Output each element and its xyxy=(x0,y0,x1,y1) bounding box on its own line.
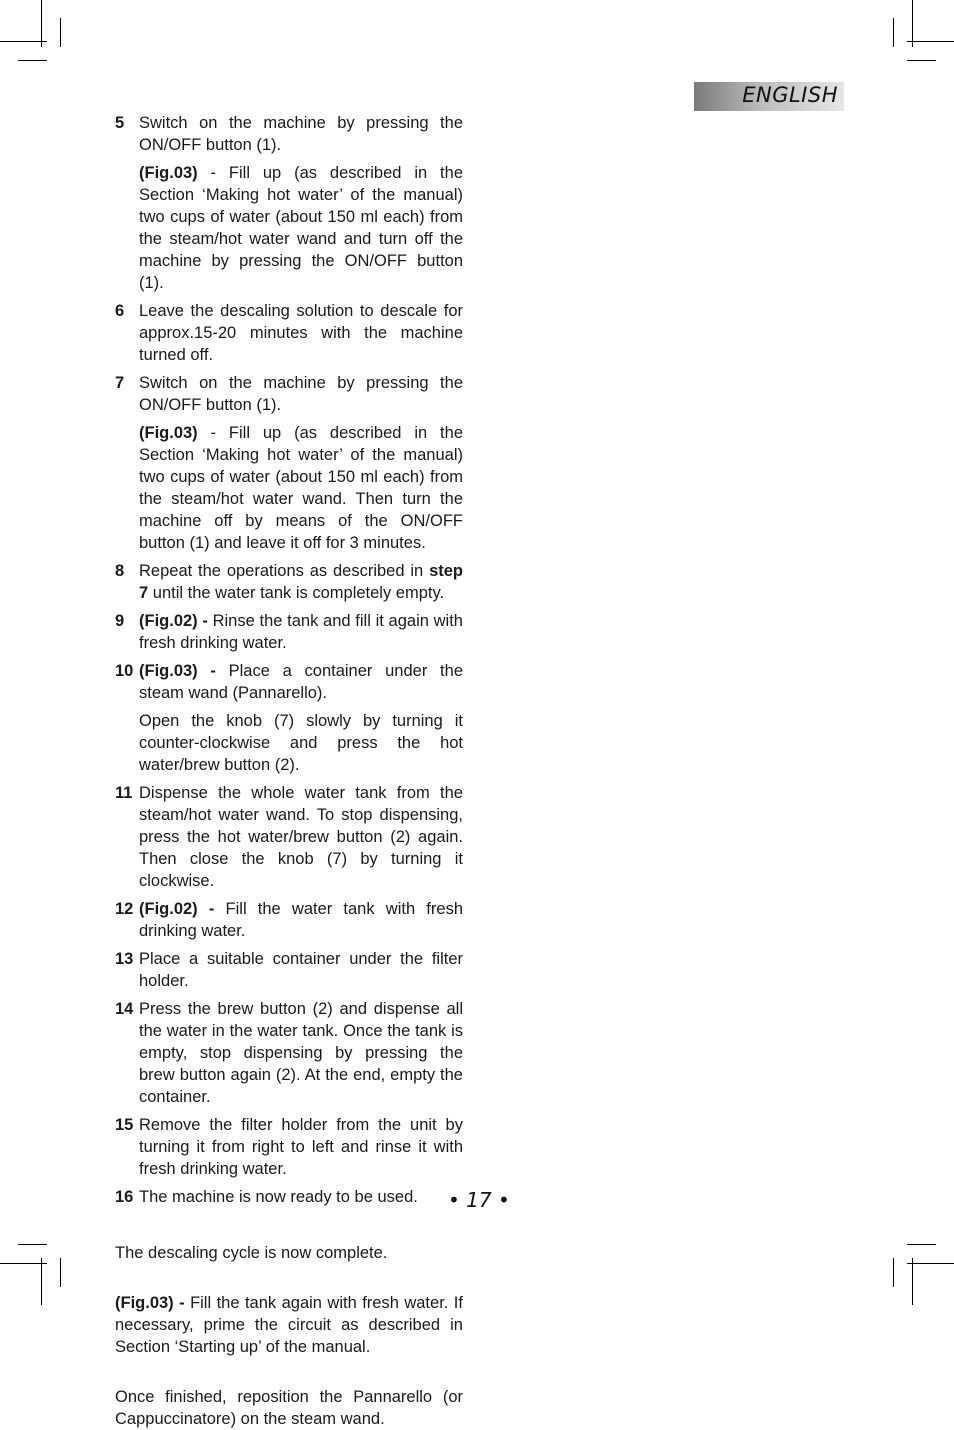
step-subtext: (Fig.03) - Fill up (as described in the Section ‘Making hot water’ of the manual) two cups of water (about 150 ml each) from the steam/hot water wand and turn off the machine by pressing the ON/OFF button (1). xyxy=(139,164,463,292)
step-13 xyxy=(115,948,463,992)
step-body xyxy=(139,948,463,992)
figure-ref: (Fig.03) - xyxy=(115,1294,191,1312)
step-body xyxy=(139,1186,463,1208)
figure-ref: (Fig.02) - xyxy=(139,900,226,918)
crop-mark xyxy=(41,1258,42,1305)
step-reference: step 7 xyxy=(139,562,463,602)
crop-mark xyxy=(907,1263,954,1264)
step-number: 12 xyxy=(115,900,134,918)
step-7 xyxy=(115,372,463,554)
step-subtext: (Fig.03) - Fill up (as described in the Section ‘Making hot water’ of the manual) two cups of water (about 150 ml each) from the steam/hot water wand. Then turn the machine off by means of the ON/OFF button (1) and leave it off for 3 minutes. xyxy=(139,424,463,552)
step-11 xyxy=(115,782,463,892)
crop-mark xyxy=(60,1258,61,1287)
language-label: ENGLISH xyxy=(742,83,838,107)
crop-mark xyxy=(18,60,47,61)
step-number: 6 xyxy=(115,302,125,320)
step-16 xyxy=(115,1186,463,1208)
step-number: 11 xyxy=(115,784,133,802)
crop-mark xyxy=(912,1258,913,1305)
refill-note: (Fig.03) - Fill the tank again with fresh water. If necessary, prime the circuit as described in Section ‘Starting up’ of the manual. xyxy=(115,1294,463,1356)
step-15 xyxy=(115,1114,463,1180)
step-text: (Fig.02) - Rinse the tank and fill it again with fresh drinking water. xyxy=(139,612,463,652)
crop-mark xyxy=(907,1244,936,1245)
step-10 xyxy=(115,660,463,776)
step-8 xyxy=(115,560,463,604)
figure-ref: (Fig.03) - xyxy=(139,662,229,680)
step-body xyxy=(139,660,463,776)
step-text: Switch on the machine by pressing the ON/OFF button (1). xyxy=(139,114,463,154)
step-subtext: Open the knob (7) slowly by turning it counter-clockwise and press the hot water/brew button (2). xyxy=(139,712,463,774)
step-number: 10 xyxy=(115,662,134,680)
crop-mark xyxy=(0,1263,47,1264)
step-text: (Fig.03) - Place a container under the steam wand (Pannarello). xyxy=(139,662,463,702)
figure-ref: (Fig.03) xyxy=(139,424,198,442)
step-number: 16 xyxy=(115,1188,134,1206)
crop-mark xyxy=(907,60,936,61)
step-number: 14 xyxy=(115,1000,134,1018)
step-body xyxy=(139,998,463,1108)
step-body xyxy=(139,560,463,604)
step-12 xyxy=(115,898,463,942)
crop-mark xyxy=(18,1244,47,1245)
completion-note: The descaling cycle is now complete. xyxy=(115,1244,388,1262)
step-number: 13 xyxy=(115,950,134,968)
crop-mark xyxy=(893,18,894,47)
step-body xyxy=(139,112,463,294)
step-number: 9 xyxy=(115,612,125,630)
crop-mark xyxy=(907,41,954,42)
step-text: Remove the filter holder from the unit by turning it from right to left and rinse it with fresh drinking water. xyxy=(139,1116,463,1178)
step-body xyxy=(139,898,463,942)
figure-ref: (Fig.02) - xyxy=(139,612,213,630)
step-14 xyxy=(115,998,463,1108)
step-number: 15 xyxy=(115,1116,134,1134)
step-number: 5 xyxy=(115,114,125,132)
step-body xyxy=(139,300,463,366)
crop-mark xyxy=(893,1258,894,1287)
instructions-column xyxy=(115,112,463,1430)
step-9 xyxy=(115,610,463,654)
step-5 xyxy=(115,112,463,294)
step-text: Repeat the operations as described in step 7 until the water tank is completely empty. xyxy=(139,562,463,602)
step-text: The machine is now ready to be used. xyxy=(139,1188,418,1206)
step-text: Dispense the whole water tank from the steam/hot water wand. To stop dispensing, press the hot water/brew button (2) again. Then close the knob (7) by turning it clockwise. xyxy=(139,784,463,890)
step-body xyxy=(139,372,463,554)
step-text: (Fig.02) - Fill the water tank with fresh drinking water. xyxy=(139,900,463,940)
language-tab xyxy=(694,82,844,111)
page-number: • 17 • xyxy=(448,1188,510,1212)
step-body xyxy=(139,782,463,892)
crop-mark xyxy=(0,41,47,42)
step-number: 7 xyxy=(115,374,125,392)
step-text: Place a suitable container under the filter holder. xyxy=(139,950,463,990)
step-body xyxy=(139,1114,463,1180)
step-text: Leave the descaling solution to descale for approx.15-20 minutes with the machine turned off. xyxy=(139,302,463,364)
reposition-note: Once finished, reposition the Pannarello (or Cappuccinatore) on the steam wand. xyxy=(115,1388,463,1428)
step-number: 8 xyxy=(115,562,125,580)
step-text: Press the brew button (2) and dispense all the water in the water tank. Once the tank is empty, stop dispensing by pressing the brew button again (2). At the end, empty the container. xyxy=(139,1000,463,1106)
step-6 xyxy=(115,300,463,366)
crop-mark xyxy=(41,0,42,47)
figure-ref: (Fig.03) xyxy=(139,164,198,182)
crop-mark xyxy=(60,18,61,47)
crop-mark xyxy=(912,0,913,47)
step-text: Switch on the machine by pressing the ON/OFF button (1). xyxy=(139,374,463,414)
step-body xyxy=(139,610,463,654)
